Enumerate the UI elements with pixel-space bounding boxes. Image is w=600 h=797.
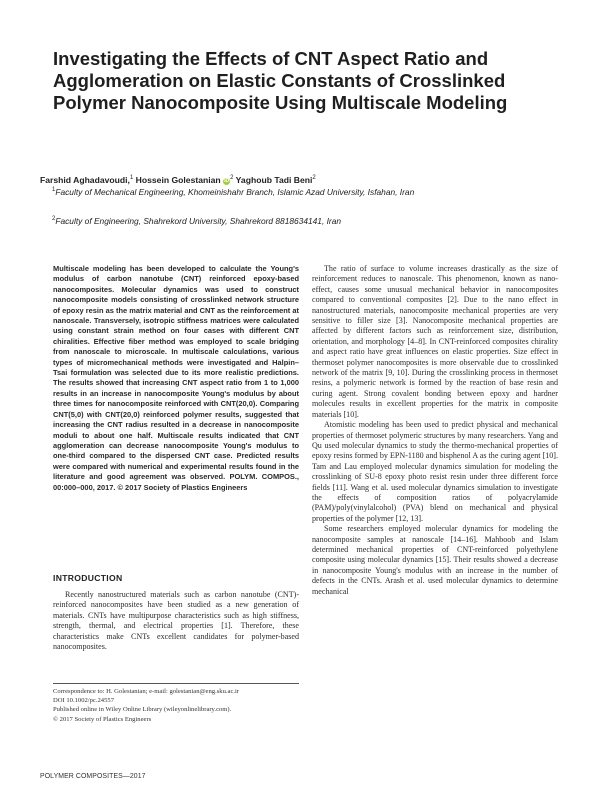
affiliation-marker: 1 [52, 187, 56, 193]
author-name: Farshid Aghadavoudi, [40, 175, 130, 185]
author-affiliation-marker: 1 [129, 175, 134, 181]
affiliation-text: Faculty of Mechanical Engineering, Khomeinishahr Branch, Islamic Azad University, Isfahan, Iran [55, 187, 415, 197]
intro-left-column [53, 590, 299, 652]
correspondence-note: Correspondence to: H. Golestanian; e-mail: golestanian@eng.sku.ac.ir [53, 688, 240, 695]
abstract: Multiscale modeling has been developed to calculate the Young's modulus of carbon nanotube (CNT) reinforced epoxy-based nanocomposites. Molecular dynamics was used to construct nanocomposite models consisting of crosslinked network structure of epoxy resin as the matrix material and CNT as the reinforcement at nanoscale. Transversely, isotropic stiffness matrices were calculated using constant strain method on four cases with different CNT chiralities. Effective fiber method was employed to scale bridging from nanoscale to microscale. In multiscale calculations, various types of micromechanical methods were investigated and Halpin–Tsai formulation was selected due to its more realistic predictions. The results showed that increasing CNT aspect ratio from 1 to 1,000 results in an increase in nanocomposite Young's modulus by about three times for nanocomposite reinforced with CNT(20,0). Comparing CNT(5,0) with CNT(20,0) reinforced polymer results, suggested that increasing the CNT radius resulted in a decrease in nanocomposite moduli to about one half. Multiscale results indicated that CNT agglomeration can decrease nanocomposite Young's modulus to one-third compared to the dispersed CNT case. Predicted results were compared with numerical and experimental results found in the literature and good agreement was observed. POLYM. COMPOS., 00:000–000, 2017. © 2017 Society of Plastics Engineers [53, 264, 299, 492]
author-affiliation-marker: 2 [230, 175, 234, 181]
footnote [53, 687, 299, 724]
author-name: Hossein Golestanian [135, 175, 221, 185]
doi[interactable]: DOI 10.1002/pc.24557 [53, 697, 114, 705]
publication-note: Published online in Wiley Online Library (wileyonlinelibrary.com). [53, 706, 232, 714]
section-heading: INTRODUCTION [53, 573, 123, 583]
author-list [40, 175, 560, 186]
author-name: Yaghoub Tadi Beni [235, 175, 313, 185]
copyright-note: © 2017 Society of Plastics Engineers [53, 715, 152, 723]
paragraph: Some researchers employed molecular dynamics for modeling the nanocomposite samples at nanoscale [14–16]. Mahboob and Islam determined mechanical properties of CNT-reinforced polyethylene composite using molecular dynamics [15]. Their results showed a decrease in nanocomposite Young's modulus with an increase in the number of defects in the CNTs. Arash et al. used molecular dynamics to determine mechanical [312, 524, 558, 596]
affiliation-text: Faculty of Engineering, Shahrekord University, Shahrekord 8818634141, Iran [55, 216, 342, 226]
affiliation [52, 216, 562, 227]
intro-right-column [312, 264, 558, 597]
journal-footer: POLYMER COMPOSITES—2017 [40, 773, 146, 780]
affiliation [52, 187, 562, 198]
paragraph: The ratio of surface to volume increases drastically as the size of reinforcement reduces to nanoscale. This phenomenon, known as nano-effect, causes some unusual mechanical behavior in nanocomposites compared to conventional composites [2]. Due to the nano effect in nanostructured materials, nanocomposite mechanical properties are very sensitive to filler size [3]. Nanocomposite mechanical properties are affected by different factors such as reinforcement size, distribution, orientation, and morphology [4–8]. In CNT-reinforced composites chirality and aspect ratio have great influences on elastic properties. Size effect in thermoset polymer nanocomposites is more observable due to crosslinked network of the matrix [9, 10]. During the crosslinking process in thermoset resins, a polymeric network is formed by the reaction of base resin and curing agent. Strong covalent bonding between epoxy and hardner molecules results in excellent properties for the matrix in composite materials [10]. [312, 264, 558, 419]
paragraph: Atomistic modeling has been used to predict physical and mechanical properties of thermoset polymeric structures by many researchers. Yang and Qu used molecular dynamics to study the thermo-mechanical properties of epoxy resins formed by EPN-1180 and bisphenol A as the curing agent [10]. Tam and Lau employed molecular dynamics simulation for modeling the crosslinking of SU-8 epoxy photo resist resin under three different force fields [11]. Wang et al. used molecular dynamics simulation to investigate the effects of composition ratios of polyacrylamide (PAM)/poly(vinylalcohol) (PVA) blend on mechanical and physical properties of the polymer [12, 13]. [312, 420, 558, 523]
paper-title: Investigating the Effects of CNT Aspect Ratio and Agglomeration on Elastic Constants of Crosslinked Polymer Nanocomposite Using Multiscale Modeling [53, 48, 508, 113]
orcid-icon[interactable]: iD [224, 178, 230, 184]
paragraph: Recently nanostructured materials such as carbon nanotube (CNT)-reinforced nanocomposites have been studied as a new generation of materials. CNTs have multipurpose characteristics such as high stiffness, strength, thermal, and electrical properties [1]. Therefore, these characteristics make CNTs excellent candidates for polymer-based nanocomposites. [53, 590, 299, 652]
footnote-divider [53, 683, 299, 684]
author-affiliation-marker: 2 [312, 175, 316, 181]
affiliation-marker: 2 [52, 216, 56, 222]
